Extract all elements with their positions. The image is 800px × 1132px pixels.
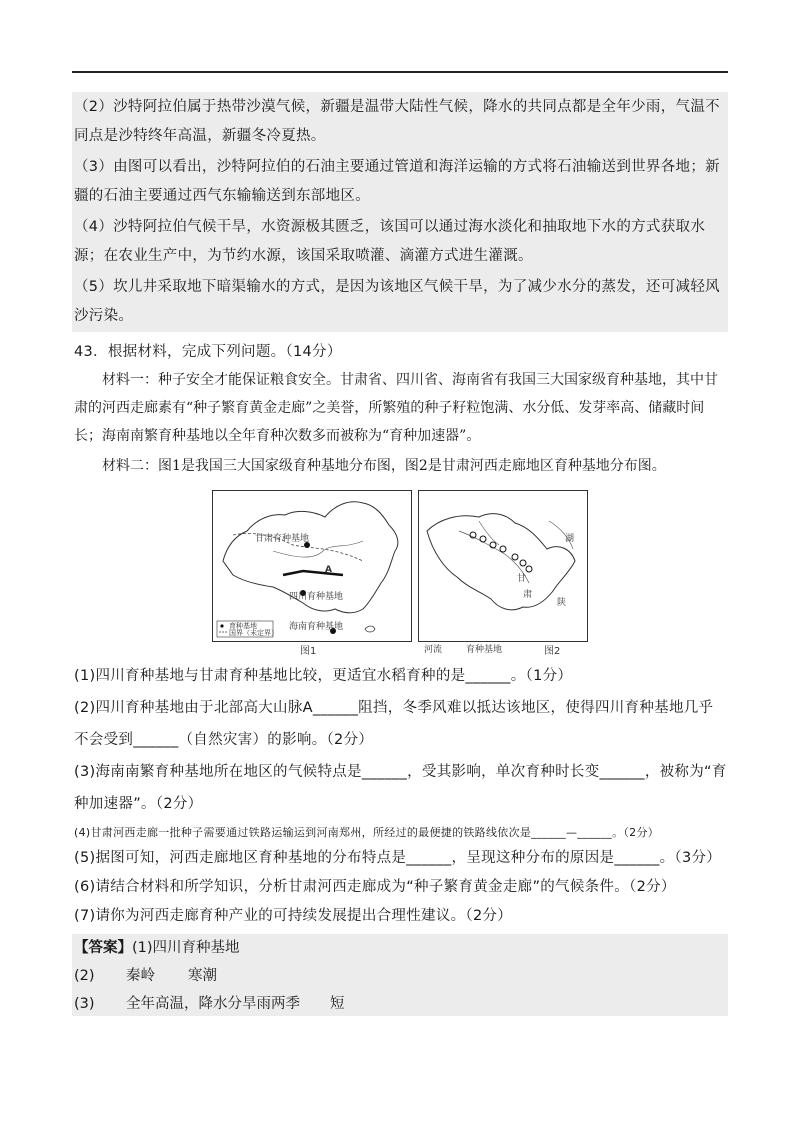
legend-border: 国界（未定界） — [229, 629, 278, 637]
question-4: (4)甘肃河西走廊一批种子需要通过铁路运输运到河南郑州，所经过的最便捷的铁路线依次是______—______。（2分） — [74, 826, 660, 839]
answer-2-num: (2) — [74, 968, 95, 984]
hexi-map-drawing — [419, 491, 587, 641]
answer-5: （5）坎儿井采取地下暗渠输水的方式，是因为该地区气候干旱，为了减少水分的蒸发，还可减轻风沙污染。 — [74, 279, 720, 324]
legend-river: 河流 — [424, 645, 443, 655]
legend-base: 育种基地 — [229, 622, 257, 630]
question-2: (2)四川育种基地由于北部高大山脉A______阻挡，冬季风难以抵达该地区，使得四川育种基地几乎不会受到______（自然灾害）的影响。（2分） — [74, 700, 714, 748]
label-mountain-a: A — [325, 565, 332, 575]
answer-3-num: (3) — [74, 996, 95, 1012]
answer-3-part-2: 短 — [330, 996, 345, 1012]
answer-3: （3）由图可以看出，沙特阿拉伯的石油主要通过管道和海洋运输的方式将石油输送到世界各地；新疆的石油主要通过西气东输输送到东部地区。 — [74, 159, 720, 204]
answer-2: （2）沙特阿拉伯属于热带沙漠气候，新疆是温带大陆性气候，降水的共同点都是全年少雨，气温不同点是沙特终年高温，新疆冬冷夏热。 — [74, 99, 720, 144]
legend-seed-base: 育种基地 — [466, 645, 503, 655]
figure-2-caption: 图2 — [544, 646, 561, 657]
material-one: 材料一：种子安全才能保证粮食安全。甘肃省、四川省、海南省有我国三大国家级育种基地，其中甘肃的河西走廊素有“种子繁育黄金走廊”之美誉，所繁殖的种子籽粒饱满、水分低、发芽率高、储藏时间长；海南南繁育种基地以全年育种次数多而被称为“育种加速器”。 — [74, 372, 718, 444]
question-6: (6)请结合材料和所学知识，分析甘肃河西走廊成为“种子繁育黄金走廊”的气候条件。（2分） — [74, 879, 676, 895]
question-3: (3)海南南繁育种基地所在地区的气候特点是______，受其影响，单次育种时长变______，被称为“育种加速器”。（2分） — [74, 764, 727, 812]
label-hainan-base: 海南育种基地 — [289, 622, 344, 632]
question-1: (1)四川育种基地与甘肃育种基地比较，更适宜水稻育种的是______。（1分） — [74, 668, 573, 684]
label-hu: 湖 — [565, 534, 575, 544]
answer-row-2 — [74, 962, 217, 991]
answer-label: 【答案】 — [74, 940, 132, 956]
question-7: (7)请你为河西走廊育种产业的可持续发展提出合理性建议。（2分） — [74, 908, 513, 924]
top-rule — [72, 71, 728, 73]
label-shaan: 陕 — [557, 598, 567, 608]
label-sichuan-base: 四川育种基地 — [289, 592, 344, 602]
figure-1-map — [212, 490, 412, 642]
question-5: (5)据图可知，河西走廊地区育种基地的分布特点是______，呈现这种分布的原因是______。（3分） — [74, 850, 722, 866]
answer-row-1 — [74, 934, 240, 963]
label-su: 肃 — [523, 590, 533, 600]
label-gansu-base: 甘肃育种基地 — [255, 534, 310, 544]
label-gan: 甘 — [517, 574, 527, 584]
answer-row-3 — [74, 990, 345, 1019]
answer-2-part-1: 秦岭 — [126, 968, 155, 984]
answer-1: (1)四川育种基地 — [132, 940, 240, 956]
figure-1-caption: 图1 — [300, 646, 317, 657]
answer-2-part-2: 寒潮 — [188, 968, 217, 984]
answer-3-part-1: 全年高温，降水分旱雨两季 — [126, 996, 300, 1012]
answer-4: （4）沙特阿拉伯气候干旱，水资源极其匮乏，该国可以通过海水淡化和抽取地下水的方式获取水源；在农业生产中，为节约水源，该国采取喷灌、滴灌方式进生灌溉。 — [74, 219, 706, 264]
question-heading: 43．根据材料，完成下列问题。（14分） — [74, 344, 342, 360]
figure-2-map — [418, 490, 588, 642]
material-two: 材料二：图1是我国三大国家级育种基地分布图，图2是甘肃河西走廊地区育种基地分布图。 — [102, 458, 666, 474]
